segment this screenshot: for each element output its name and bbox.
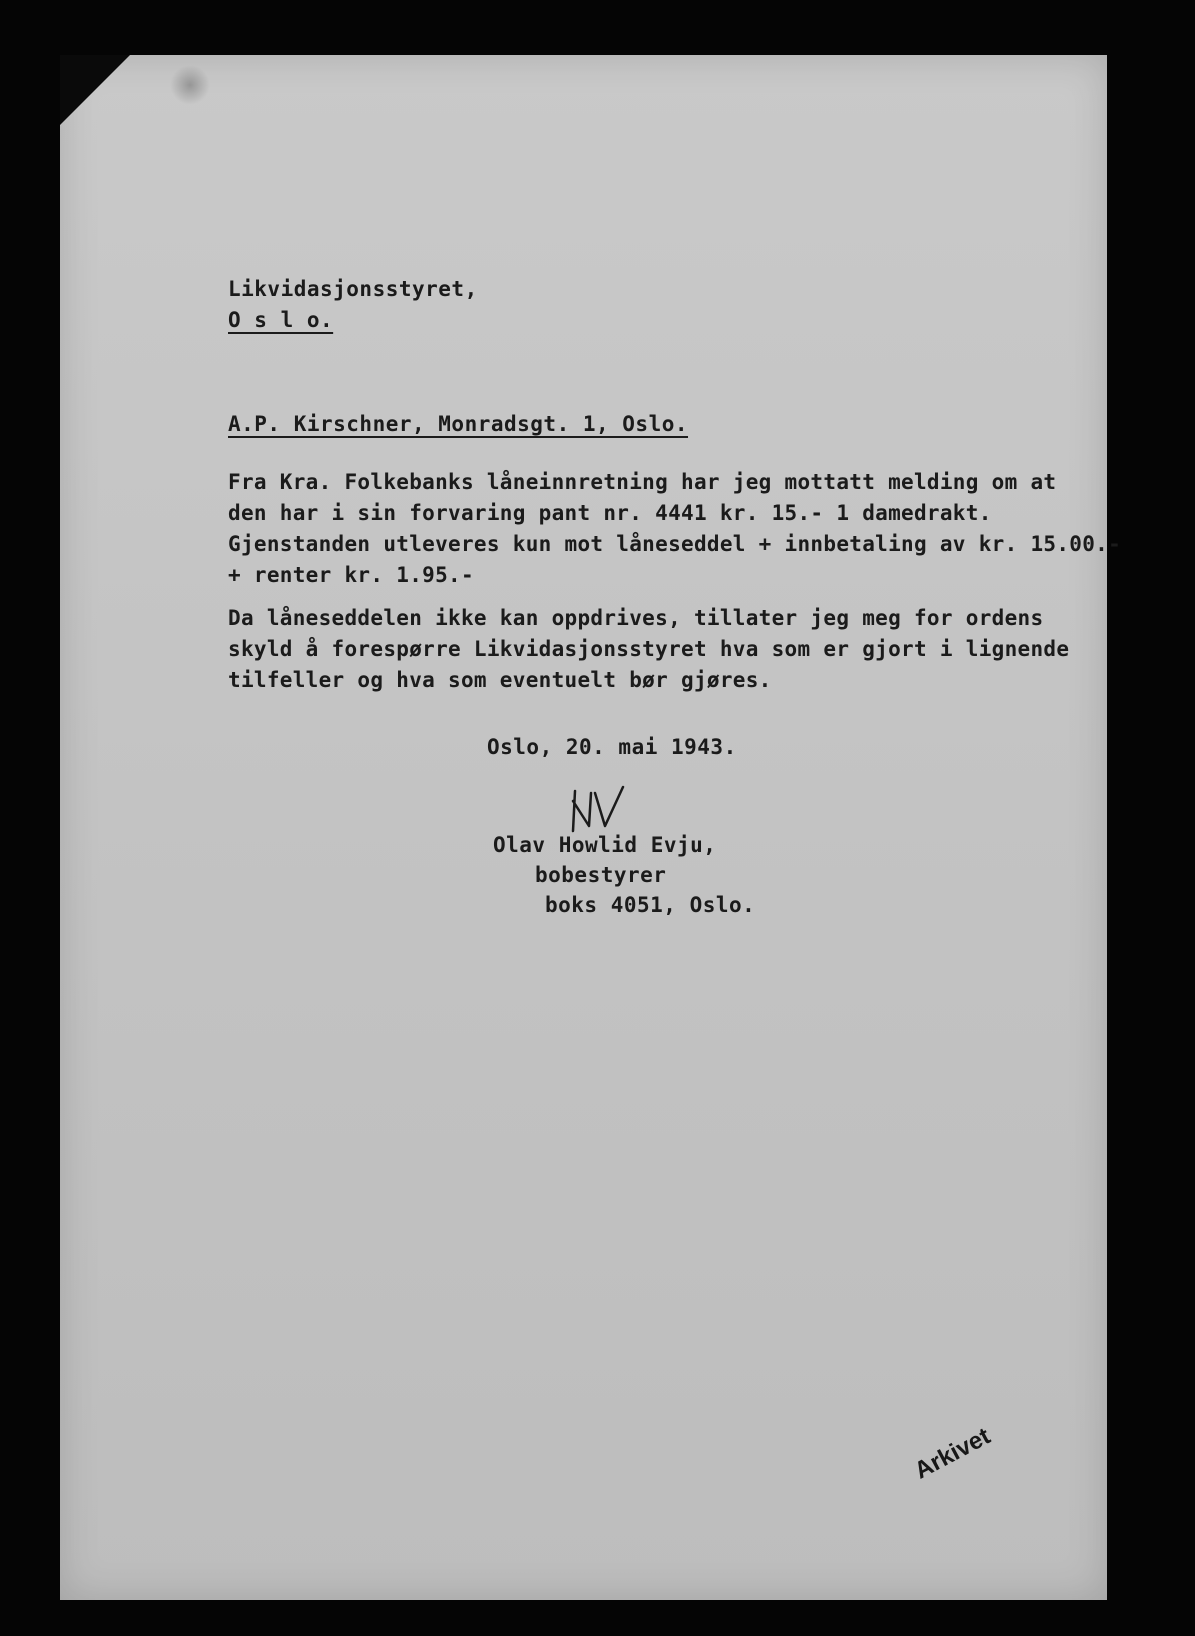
body-line: Fra Kra. Folkebanks låneinnretning har jeg mottatt melding om at	[228, 470, 1057, 494]
archive-stamp: Arkivet	[910, 1422, 995, 1485]
folded-corner	[60, 55, 130, 125]
recipient-name: Likvidasjonsstyret,	[228, 277, 478, 301]
body-line: + renter kr. 1.95.-	[228, 563, 474, 587]
recipient-city: O s l o.	[228, 308, 334, 332]
body-line: skyld å forespørre Likvidasjonsstyret hva som er gjort i lignende	[228, 637, 1070, 661]
signature-title: bobestyrer	[535, 863, 667, 887]
body-paragraph-2	[228, 603, 1069, 696]
body-paragraph-1	[228, 467, 1121, 591]
signature-address: boks 4051, Oslo.	[545, 893, 756, 917]
subject-line: A.P. Kirschner, Monradsgt. 1, Oslo.	[228, 412, 689, 436]
date-line: Oslo, 20. mai 1943.	[487, 735, 737, 759]
smudge-mark	[170, 65, 210, 105]
handwritten-initials	[565, 781, 635, 841]
body-line: den har i sin forvaring pant nr. 4441 kr. 15.- 1 damedrakt.	[228, 501, 992, 525]
body-line: Da låneseddelen ikke kan oppdrives, tillater jeg meg for ordens	[228, 606, 1044, 630]
body-line: tilfeller og hva som eventuelt bør gjøres.	[228, 668, 772, 692]
body-line: Gjenstanden utleveres kun mot låneseddel + innbetaling av kr. 15.00.-	[228, 532, 1122, 556]
signature-name: Olav Howlid Evju,	[493, 833, 717, 857]
document-page	[60, 55, 1122, 1600]
